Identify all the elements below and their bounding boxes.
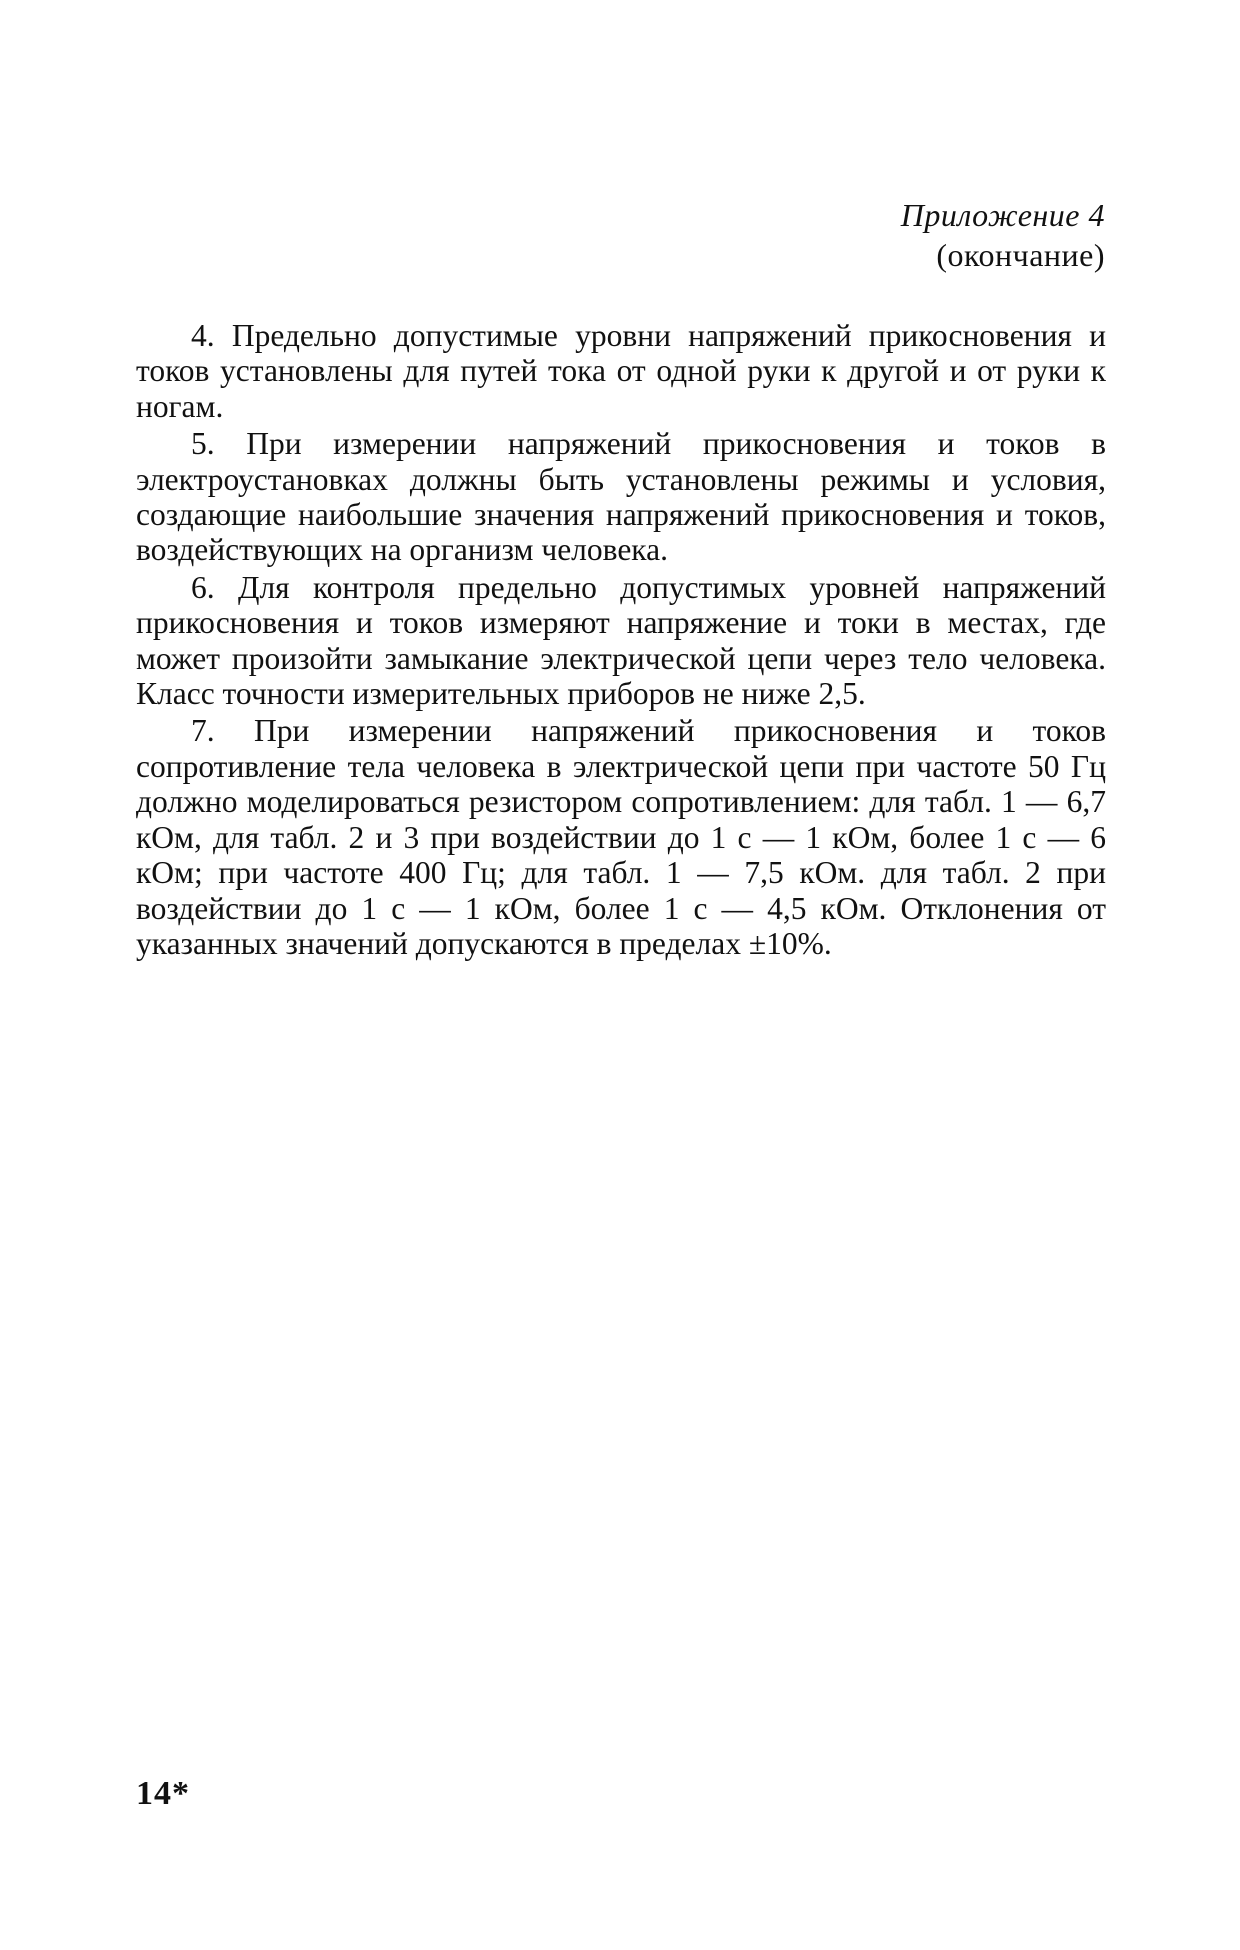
paragraph-item-7: 7. При измерении напряжений прикосновения и токов сопротивление тела человека в электрической цепи при частоте 50 Гц должно моделироваться резистором сопротивлением: для табл. 1 — 6,7 кОм, для табл. 2 и 3 при воздействии до 1 с — 1 кОм, более 1 с — 6 кОм; при частоте 400 Гц; для табл. 1 — 7,5 кОм. для табл. 2 при воздействии до 1 с — 1 кОм, более 1 с — 4,5 кОм. Отклонения от указанных значений допускаются в пределах ±10%. (136, 713, 1106, 961)
appendix-header (901, 195, 1105, 275)
appendix-subtitle: (окончание) (936, 237, 1105, 273)
appendix-title: Приложение 4 (900, 197, 1105, 233)
paragraph-item-6: 6. Для контроля предельно допустимых уровней напряжений прикосновения и токов измеряют напряжение и токи в местах, где может произойти замыкание электрической цепи через тело человека. Класс точности измерительных приборов не ниже 2,5. (136, 569, 1106, 712)
page-number: 14* (136, 1775, 190, 1812)
body-text (136, 318, 1106, 961)
paragraph-item-5: 5. При измерении напряжений прикосновения и токов в электроустановках должны быть установлены режимы и условия, создающие наибольшие значения напряжений прикосновения и токов, воздействующих на организм человека. (136, 426, 1106, 568)
paragraph-item-4: 4. Предельно допустимые уровни напряжений прикосновения и токов установлены для путей тока от одной руки к другой и от руки к ногам. (136, 318, 1106, 424)
